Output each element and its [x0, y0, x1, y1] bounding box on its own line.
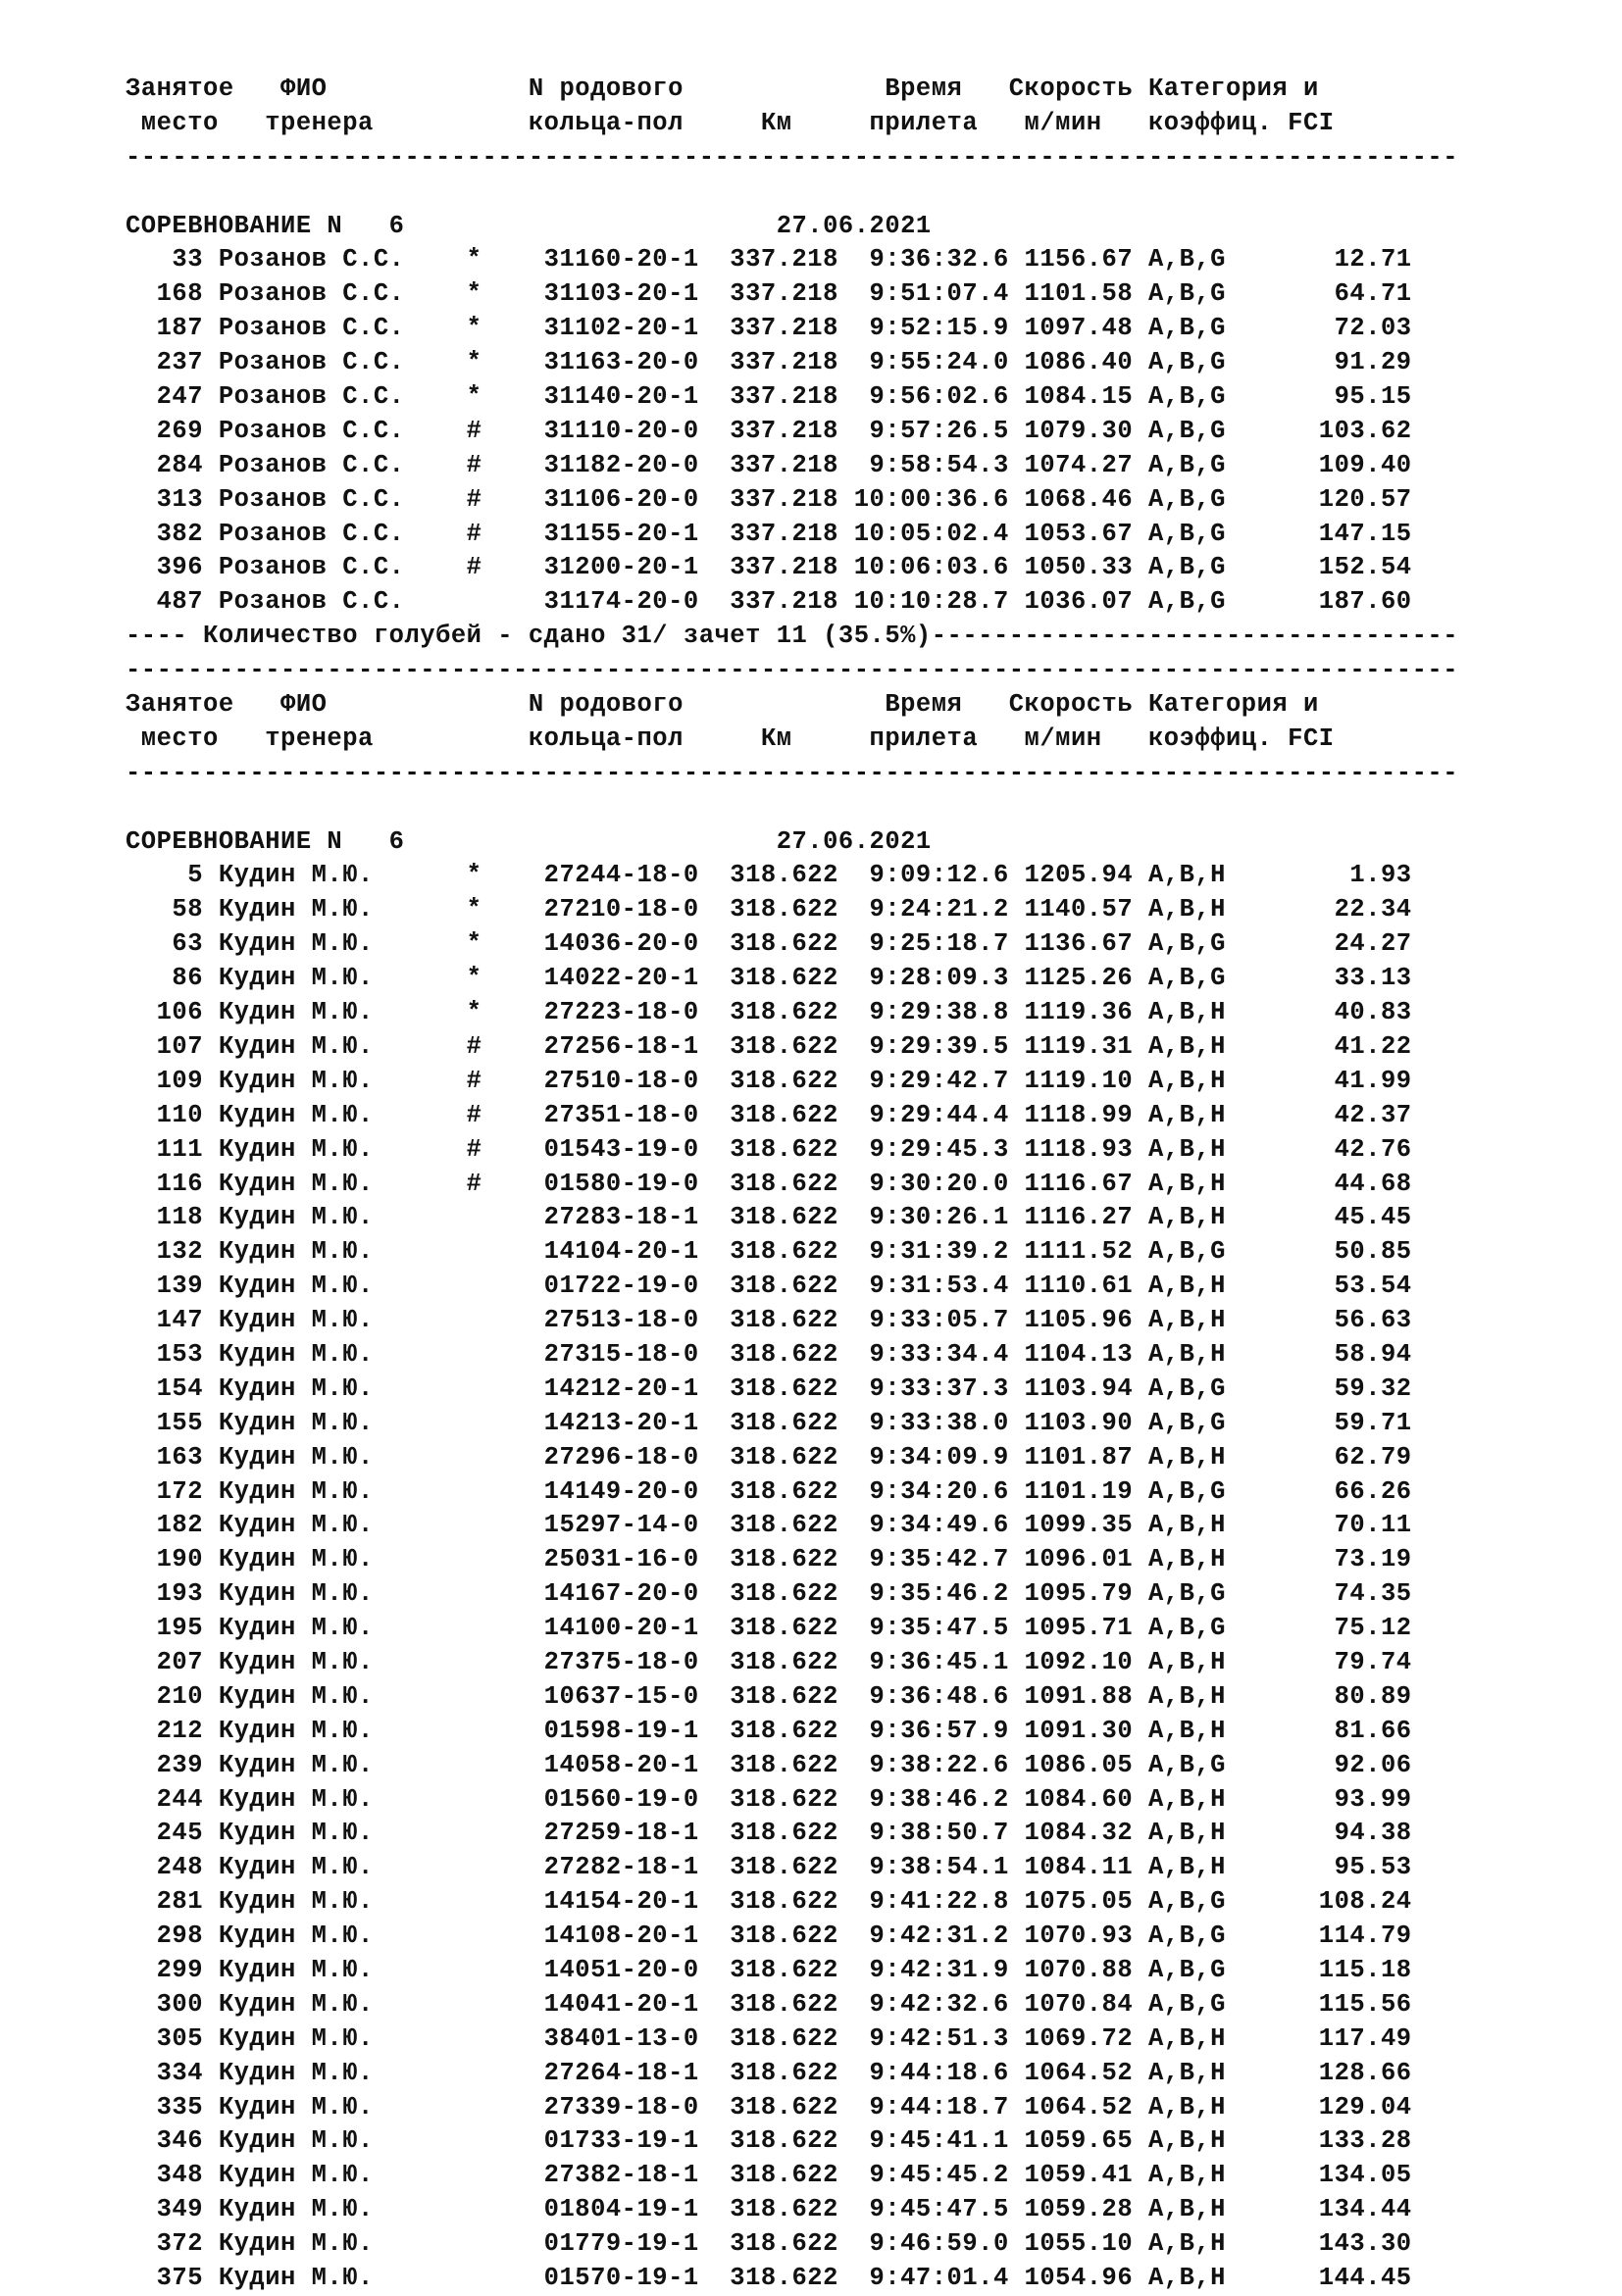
result-row: 195 Кудин М.Ю. 14100-20-1 318.622 9:35:47.5 1095.71 A,B,G 75.12 — [126, 1614, 1412, 1643]
result-row: 5 Кудин М.Ю. * 27244-18-0 318.622 9:09:12.6 1205.94 A,B,H 1.93 — [126, 861, 1412, 890]
results-document — [126, 73, 1597, 2296]
result-row: 346 Кудин М.Ю. 01733-19-1 318.622 9:45:41.1 1059.65 A,B,H 133.28 — [126, 2126, 1412, 2156]
section-title: СОРЕВНОВАНИЕ N 6 27.06.2021 — [126, 826, 932, 856]
result-row: 63 Кудин М.Ю. * 14036-20-0 318.622 9:25:18.7 1136.67 A,B,G 24.27 — [126, 929, 1412, 959]
result-row: 210 Кудин М.Ю. 10637-15-0 318.622 9:36:48.6 1091.88 A,B,H 80.89 — [126, 1681, 1412, 1711]
result-row: 109 Кудин М.Ю. # 27510-18-0 318.622 9:29:42.7 1119.10 A,B,H 41.99 — [126, 1066, 1412, 1095]
result-row: 172 Кудин М.Ю. 14149-20-0 318.622 9:34:20.6 1101.19 A,B,G 66.26 — [126, 1476, 1412, 1506]
result-row: 284 Розанов С.С. # 31182-20-0 337.218 9:58:54.3 1074.27 A,B,G 109.40 — [126, 450, 1412, 479]
result-row: 187 Розанов С.С. * 31102-20-1 337.218 9:52:15.9 1097.48 A,B,G 72.03 — [126, 314, 1412, 343]
result-row: 237 Розанов С.С. * 31163-20-0 337.218 9:55:24.0 1086.40 A,B,G 91.29 — [126, 348, 1412, 377]
result-row: 349 Кудин М.Ю. 01804-19-1 318.622 9:45:47.5 1059.28 A,B,H 134.44 — [126, 2195, 1412, 2224]
result-row: 190 Кудин М.Ю. 25031-16-0 318.622 9:35:42.7 1096.01 A,B,H 73.19 — [126, 1545, 1412, 1574]
result-row: 248 Кудин М.Ю. 27282-18-1 318.622 9:38:54.1 1084.11 A,B,H 95.53 — [126, 1853, 1412, 1882]
header-separator: -------------------------------------------------------------------------------------- — [126, 758, 1459, 787]
result-row: 298 Кудин М.Ю. 14108-20-1 318.622 9:42:31.2 1070.93 A,B,G 114.79 — [126, 1922, 1412, 1951]
section-summary: ---- Количество голубей - сдано 31/ зачет 11 (35.5%)---------------------------------- — [126, 622, 1459, 651]
result-row: 106 Кудин М.Ю. * 27223-18-0 318.622 9:29:38.8 1119.36 A,B,H 40.83 — [126, 998, 1412, 1027]
result-row: 118 Кудин М.Ю. 27283-18-1 318.622 9:30:26.1 1116.27 A,B,H 45.45 — [126, 1203, 1412, 1232]
result-row: 116 Кудин М.Ю. # 01580-19-0 318.622 9:30:20.0 1116.67 A,B,H 44.68 — [126, 1169, 1412, 1198]
result-row: 147 Кудин М.Ю. 27513-18-0 318.622 9:33:05.7 1105.96 A,B,H 56.63 — [126, 1306, 1412, 1335]
result-row: 313 Розанов С.С. # 31106-20-0 337.218 10:00:36.6 1068.46 A,B,G 120.57 — [126, 484, 1412, 514]
blank-line — [126, 175, 1597, 210]
result-row: 269 Розанов С.С. # 31110-20-0 337.218 9:57:26.5 1079.30 A,B,G 103.62 — [126, 416, 1412, 445]
result-row: 212 Кудин М.Ю. 01598-19-1 318.622 9:36:57.9 1091.30 A,B,H 81.66 — [126, 1716, 1412, 1745]
result-row: 239 Кудин М.Ю. 14058-20-1 318.622 9:38:22.6 1086.05 A,B,G 92.06 — [126, 1750, 1412, 1779]
result-row: 207 Кудин М.Ю. 27375-18-0 318.622 9:36:45.1 1092.10 A,B,H 79.74 — [126, 1647, 1412, 1676]
result-row: 33 Розанов С.С. * 31160-20-1 337.218 9:36:32.6 1156.67 A,B,G 12.71 — [126, 245, 1412, 275]
section1-rows — [126, 243, 1597, 620]
result-row: 111 Кудин М.Ю. # 01543-19-0 318.622 9:29:45.3 1118.93 A,B,H 42.76 — [126, 1134, 1412, 1164]
result-row: 155 Кудин М.Ю. 14213-20-1 318.622 9:33:38.0 1103.90 A,B,G 59.71 — [126, 1408, 1412, 1437]
section-title: СОРЕВНОВАНИЕ N 6 27.06.2021 — [126, 211, 932, 240]
result-row: 154 Кудин М.Ю. 14212-20-1 318.622 9:33:37.3 1103.94 A,B,G 59.32 — [126, 1373, 1412, 1403]
result-row: 375 Кудин М.Ю. 01570-19-1 318.622 9:47:01.4 1054.96 A,B,H 144.45 — [126, 2264, 1412, 2292]
section-separator: -------------------------------------------------------------------------------------- — [126, 656, 1459, 685]
header-line-2: место тренера кольца-пол Км прилета м/мин коэффиц. FCI — [126, 108, 1335, 137]
blank-line — [126, 791, 1597, 825]
result-row: 382 Розанов С.С. # 31155-20-1 337.218 10:05:02.4 1053.67 A,B,G 147.15 — [126, 519, 1412, 548]
header-line-1: Занятое ФИО N родового Время Скорость Категория и — [126, 75, 1319, 103]
header-line-1: Занятое ФИО N родового Время Скорость Категория и — [126, 690, 1319, 720]
result-row: 281 Кудин М.Ю. 14154-20-1 318.622 9:41:22.8 1075.05 A,B,G 108.24 — [126, 1887, 1412, 1917]
result-row: 396 Розанов С.С. # 31200-20-1 337.218 10:06:03.6 1050.33 A,B,G 152.54 — [126, 553, 1412, 582]
result-row: 245 Кудин М.Ю. 27259-18-1 318.622 9:38:50.7 1084.32 A,B,H 94.38 — [126, 1819, 1412, 1848]
result-row: 335 Кудин М.Ю. 27339-18-0 318.622 9:44:18.7 1064.52 A,B,H 129.04 — [126, 2092, 1412, 2121]
result-row: 58 Кудин М.Ю. * 27210-18-0 318.622 9:24:21.2 1140.57 A,B,H 22.34 — [126, 895, 1412, 924]
result-row: 348 Кудин М.Ю. 27382-18-1 318.622 9:45:45.2 1059.41 A,B,H 134.05 — [126, 2161, 1412, 2190]
result-row: 247 Розанов С.С. * 31140-20-1 337.218 9:56:02.6 1084.15 A,B,G 95.15 — [126, 382, 1412, 412]
result-row: 244 Кудин М.Ю. 01560-19-0 318.622 9:38:46.2 1084.60 A,B,H 93.99 — [126, 1784, 1412, 1814]
header-separator: -------------------------------------------------------------------------------------- — [126, 142, 1459, 172]
section2-rows — [126, 859, 1597, 2295]
result-row: 182 Кудин М.Ю. 15297-14-0 318.622 9:34:49.6 1099.35 A,B,H 70.11 — [126, 1511, 1412, 1540]
result-row: 168 Розанов С.С. * 31103-20-1 337.218 9:51:07.4 1101.58 A,B,G 64.71 — [126, 279, 1412, 309]
header-line-2: место тренера кольца-пол Км прилета м/мин коэффиц. FCI — [126, 724, 1335, 753]
result-row: 153 Кудин М.Ю. 27315-18-0 318.622 9:33:34.4 1104.13 A,B,H 58.94 — [126, 1339, 1412, 1369]
result-row: 193 Кудин М.Ю. 14167-20-0 318.622 9:35:46.2 1095.79 A,B,G 74.35 — [126, 1579, 1412, 1609]
result-row: 139 Кудин М.Ю. 01722-19-0 318.622 9:31:53.4 1110.61 A,B,H 53.54 — [126, 1272, 1412, 1301]
result-row: 110 Кудин М.Ю. # 27351-18-0 318.622 9:29:44.4 1118.99 A,B,H 42.37 — [126, 1100, 1412, 1129]
result-row: 334 Кудин М.Ю. 27264-18-1 318.622 9:44:18.6 1064.52 A,B,H 128.66 — [126, 2058, 1412, 2087]
result-row: 132 Кудин М.Ю. 14104-20-1 318.622 9:31:39.2 1111.52 A,B,G 50.85 — [126, 1237, 1412, 1267]
result-row: 299 Кудин М.Ю. 14051-20-0 318.622 9:42:31.9 1070.88 A,B,G 115.18 — [126, 1955, 1412, 1984]
result-row: 107 Кудин М.Ю. # 27256-18-1 318.622 9:29:39.5 1119.31 A,B,H 41.22 — [126, 1031, 1412, 1061]
result-row: 300 Кудин М.Ю. 14041-20-1 318.622 9:42:32.6 1070.84 A,B,G 115.56 — [126, 1989, 1412, 2019]
result-row: 372 Кудин М.Ю. 01779-19-1 318.622 9:46:59.0 1055.10 A,B,H 143.30 — [126, 2229, 1412, 2259]
result-row: 305 Кудин М.Ю. 38401-13-0 318.622 9:42:51.3 1069.72 A,B,H 117.49 — [126, 2023, 1412, 2053]
result-row: 163 Кудин М.Ю. 27296-18-0 318.622 9:34:09.9 1101.87 A,B,H 62.79 — [126, 1442, 1412, 1472]
result-row: 487 Розанов С.С. 31174-20-0 337.218 10:10:28.7 1036.07 A,B,G 187.60 — [126, 587, 1412, 617]
result-row: 86 Кудин М.Ю. * 14022-20-1 318.622 9:28:09.3 1125.26 A,B,G 33.13 — [126, 964, 1412, 993]
